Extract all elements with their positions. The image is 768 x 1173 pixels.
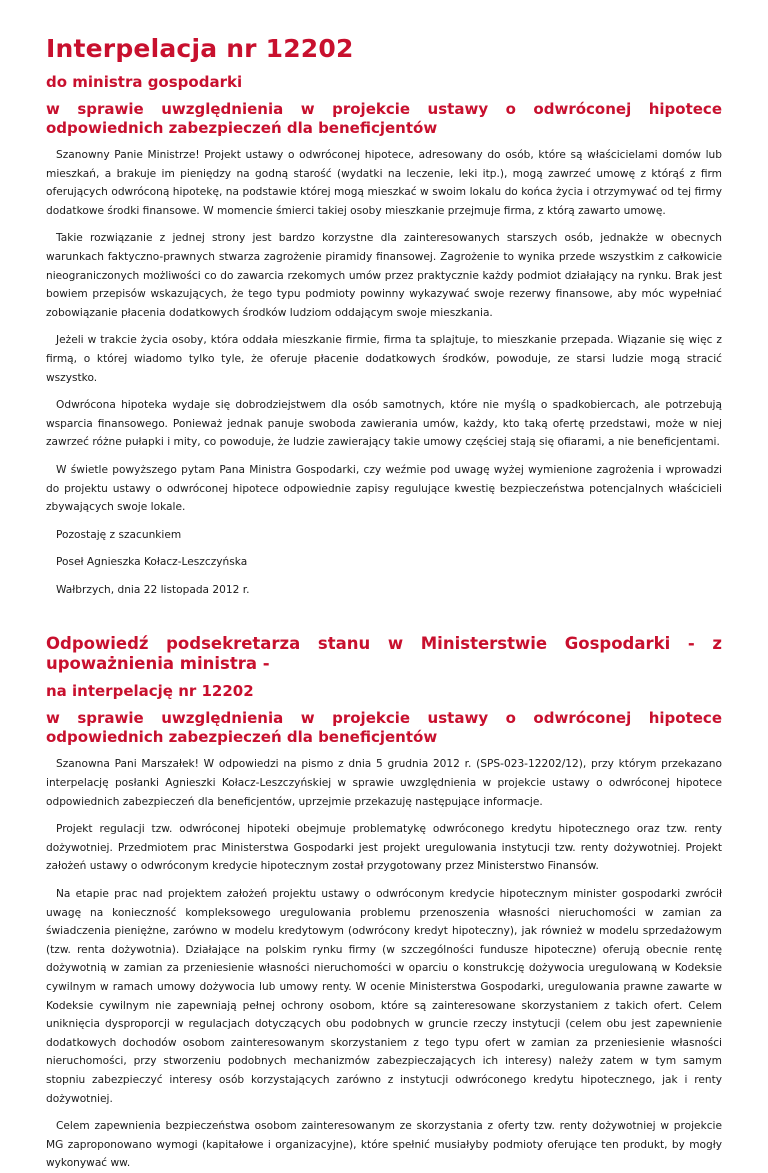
interpelation-paragraph: Takie rozwiązanie z jednej strony jest bardzo korzystne dla zainteresowanych starszych osób, jednakże w obecnych warunkach faktyczno-prawnych stwarza zagrożenie piramidy finansowej. Zagrożenie to wynika przede wszystkim z całkowicie nieograniczonych możliwości co do zawarcia rzekomych umów przez praktycznie każdy podmiot działający na rynku. Brak jest bowiem przepisów wskazujących, że tego typu podmioty powinny wykazywać swoje rezerwy finansowe, aby móc wypełniać zobowiązanie płacenia dodatkowych środków ludziom oddającym swoje mieszkania. xyxy=(46,232,722,319)
answer-paragraph: Celem zapewnienia bezpieczeństwa osobom zainteresowanym ze skorzystania z oferty tzw. renty dożywotniej w projekcie MG zaproponowano wymogi (kapitałowe i organizacyjne), które spełnić musiałyby podmioty oferujące ten produkt, by mogły wykonywać ww. xyxy=(46,1120,722,1170)
answer-topic: w sprawie uwzględnienia w projekcie ustawy o odwróconej hipotece odpowiednich zabezpieczeń dla beneficjentów xyxy=(46,709,722,747)
answer-paragraph: Szanowna Pani Marszałek! W odpowiedzi na pismo z dnia 5 grudnia 2012 r. (SPS-023-12202/12), przy którym przekazano interpelację posłanki Agnieszki Kołacz-Leszczyńskiej w sprawie uwzględnienia w projekcie ustawy o odwróconej hipotece odpowiednich zabezpieczeń dla beneficjentów, uprzejmie przekazuję następujące informacje. xyxy=(46,758,722,808)
answer-title: Odpowiedź podsekretarza stanu w Ministerstwie Gospodarki - z upoważnienia ministra - xyxy=(46,634,722,674)
section-spacer xyxy=(46,608,722,634)
interpelation-paragraph: Odwrócona hipoteka wydaje się dobrodziejstwem dla osób samotnych, które nie myślą o spadkobiercach, ale potrzebują wsparcia finansowego. Ponieważ jednak panuje swoboda zawierania umów, każdy, kto taką ofertę przedstawi, może w niej zawrzeć różne pułapki i mity, co powoduje, że ludzie zawierający takie umowy częściej stają się ofiarami, a nie beneficjentami. xyxy=(46,399,722,449)
interpelation-paragraph: Szanowny Panie Ministrze! Projekt ustawy o odwróconej hipotece, adresowany do osób, które są właścicielami domów lub mieszkań, a brakuje im pieniędzy na godną starość (wydatki na leczenie, leki itp.), mogą zawrzeć umowę z którąś z firm oferujących odwróconą hipotekę, na podstawie której mogą mieszkać w swoim lokalu do końca życia i otrzymywać od tej firmy dodatkowe środki finansowe. W momencie śmierci takiej osoby mieszkanie przejmuje firma, z którą zawarto umowę. xyxy=(46,149,722,217)
place-date-line: Wałbrzych, dnia 22 listopada 2012 r. xyxy=(56,583,250,596)
interpelation-addressee: do ministra gospodarki xyxy=(46,73,243,91)
interpelation-title: Interpelacja nr 12202 xyxy=(46,34,354,63)
interpelation-topic: w sprawie uwzględnienia w projekcie ustawy o odwróconej hipotece odpowiednich zabezpieczeń dla beneficjentów xyxy=(46,100,722,137)
answer-subtitle: na interpelację nr 12202 xyxy=(46,682,254,701)
interpelation-paragraph: W świetle powyższego pytam Pana Ministra Gospodarki, czy weźmie pod uwagę wyżej wymienione zagrożenia i wprowadzi do projektu ustawy o odwróconej hipotece odpowiednie zapisy regulujące kwestię bezpieczeństwa potencjalnych właścicieli zbywających swoje lokale. xyxy=(46,463,722,514)
signature-line: Poseł Agnieszka Kołacz-Leszczyńska xyxy=(56,556,248,569)
answer-paragraph: Na etapie prac nad projektem założeń projektu ustawy o odwróconym kredycie hipotecznym minister gospodarki zwrócił uwagę na konieczność kompleksowego uregulowania problemu przenoszenia własności nieruchomości w zamian za świadczenia pieniężne, zarówno w modelu kredytowym (odwrócony kredyt hipoteczny), jak również w modelu sprzedażowym (tzw. renta dożywotnia). Działające na polskim rynku firmy (w szczególności fundusze hipoteczne) oferują obecnie rentę dożywotnią w zamian za przeniesienie własności nieruchomości w oparciu o konstrukcję dożywocia uregulowaną w Kodeksie cywilnym w ramach umowy dożywocia lub umowy renty. W ocenie Ministerstwa Gospodarki, uregulowania prawne zawarte w Kodeksie cywilnym nie zapewniają pełnej ochrony osobom, które są zainteresowane skorzystaniem z takich ofert. Celem uniknięcia dysproporcji w regulacjach dotyczących obu podobnych w gruncie rzeczy instytucji (celem obu jest zapewnienie dodatkowych dochodów osobom zainteresowanym skorzystaniem z tego typu ofert w zamian za przeniesienie własności nieruchomości, przy stworzeniu podobnych mechanizmów zabezpieczających ich interesy) należy zatem w tym samym stopniu zabezpieczyć interesy osób korzystających zarówno z instytucji odwróconego kredytu hipotecznego, jak i renty dożywotniej. xyxy=(46,888,722,1105)
closing-line: Pozostaję z szacunkiem xyxy=(56,528,182,541)
answer-paragraph: Projekt regulacji tzw. odwróconej hipoteki obejmuje problematykę odwróconego kredytu hipotecznego oraz tzw. renty dożywotniej. Przedmiotem prac Ministerstwa Gospodarki jest projekt uregulowania instytucji tzw. renty dożywotniej. Projekt założeń ustawy o odwróconym kredycie hipotecznym został przygotowany przez Ministerstwo Finansów. xyxy=(46,823,722,873)
interpelation-paragraph: Jeżeli w trakcie życia osoby, która oddała mieszkanie firmie, firma ta splajtuje, to mieszkanie przepada. Wiązanie się więc z firmą, o której wiadomo tylko tyle, że oferuje płacenie dodatkowych środków, powoduje, ze starsi ludzie mogą stracić wszystko. xyxy=(46,334,722,384)
